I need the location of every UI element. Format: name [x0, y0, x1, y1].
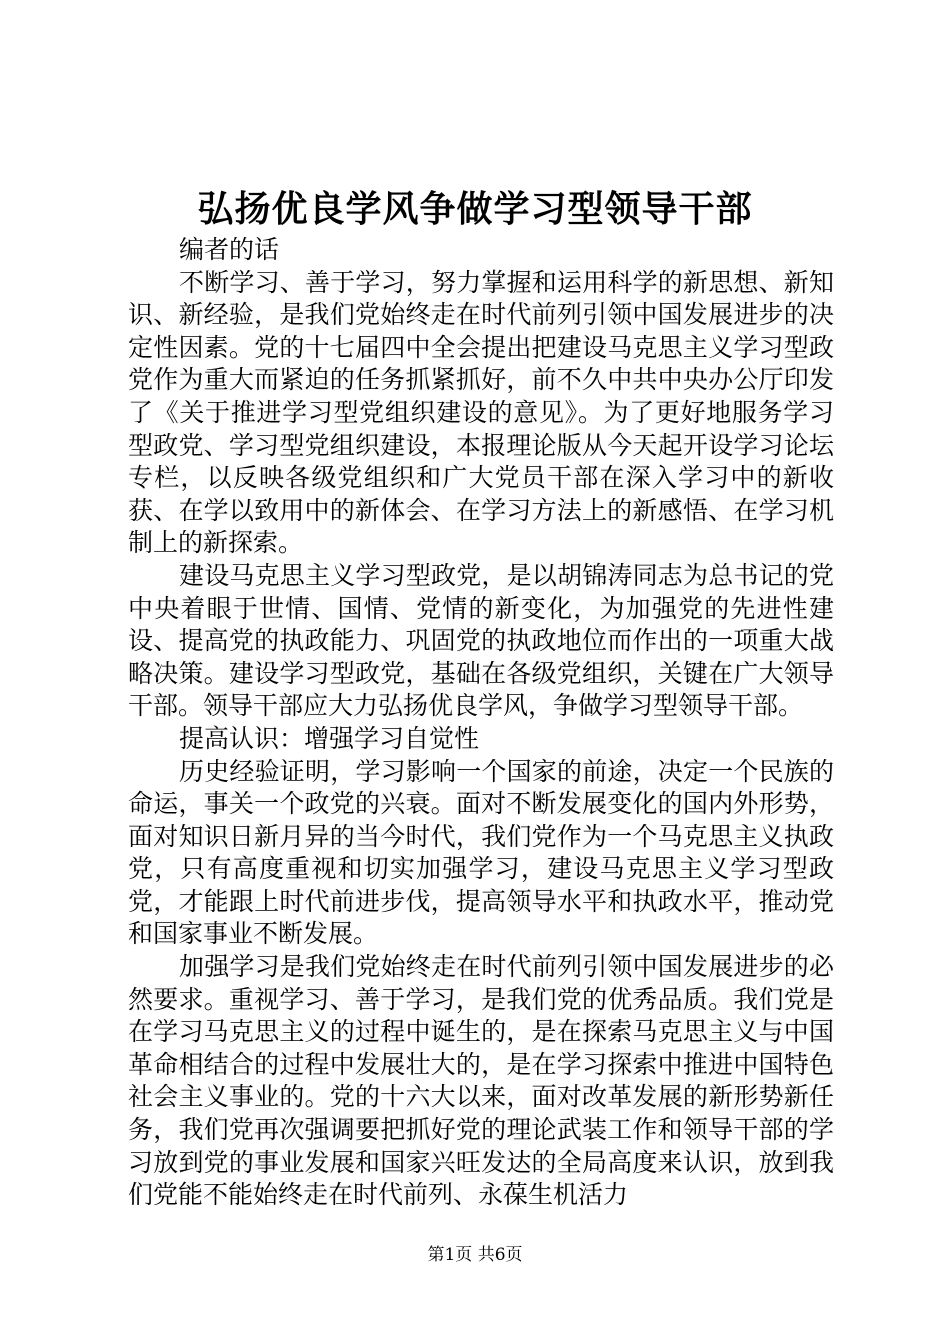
paragraph: 加强学习是我们党始终走在时代前列引领中国发展进步的必然要求。重视学习、善于学习，是我们党的优秀品质。我们党是在学习马克思主义的过程中诞生的，是在探索马克思主义与中国革命相结合的过程中发展壮大的，是在学习探索中推进中国特色社会主义事业的。党的十六大以来，面对改革发展的新形势新任务，我们党再次强调要把抓好党的理论武装工作和领导干部的学习放到党的事业发展和国家兴旺发达的全局高度来认识，放到我们党能不能始终走在时代前列、永葆生机活力 — [128, 952, 834, 1210]
document-title: 弘扬优良学风争做学习型领导干部 — [197, 188, 753, 230]
paragraph: 不断学习、善于学习，努力掌握和运用科学的新思想、新知识、新经验，是我们党始终走在时代前列引领中国发展进步的决定性因素。党的十七届四中全会提出把建设马克思主义学习型政党作为重大而紧迫的任务抓紧抓好，前不久中共中央办公厅印发了《关于推进学习型党组织建设的意见》。为了更好地服务学习型政党、学习型党组织建设，本报理论版从今天起开设学习论坛专栏，以反映各级党组织和广大党员干部在深入学习中的新收获、在学以致用中的新体会、在学习方法上的新感悟、在学习机制上的新探索。 — [128, 267, 834, 558]
section-heading: 提高认识：增强学习自觉性 — [179, 723, 480, 753]
paragraph-editor-note-heading: 编者的话 — [179, 235, 280, 264]
page-number-footer: 第1页 共6页 — [427, 1245, 523, 1265]
paragraph: 建设马克思主义学习型政党，是以胡锦涛同志为总书记的党中央着眼于世情、国情、党情的新变化，为加强党的先进性建设、提高党的执政能力、巩固党的执政地位而作出的一项重大战略决策。建设学习型政党，基础在各级党组织，关键在广大领导干部。领导干部应大力弘扬优良学风，争做学习型领导干部。 — [128, 560, 834, 721]
document-body — [128, 234, 834, 1212]
paragraph: 历史经验证明，学习影响一个国家的前途，决定一个民族的命运，事关一个政党的兴衰。面对不断发展变化的国内外形势，面对知识日新月异的当今时代，我们党作为一个马克思主义执政党，只有高度重视和切实加强学习，建设马克思主义学习型政党，才能跟上时代前进步伐，提高领导水平和执政水平，推动党和国家事业不断发展。 — [128, 756, 834, 949]
